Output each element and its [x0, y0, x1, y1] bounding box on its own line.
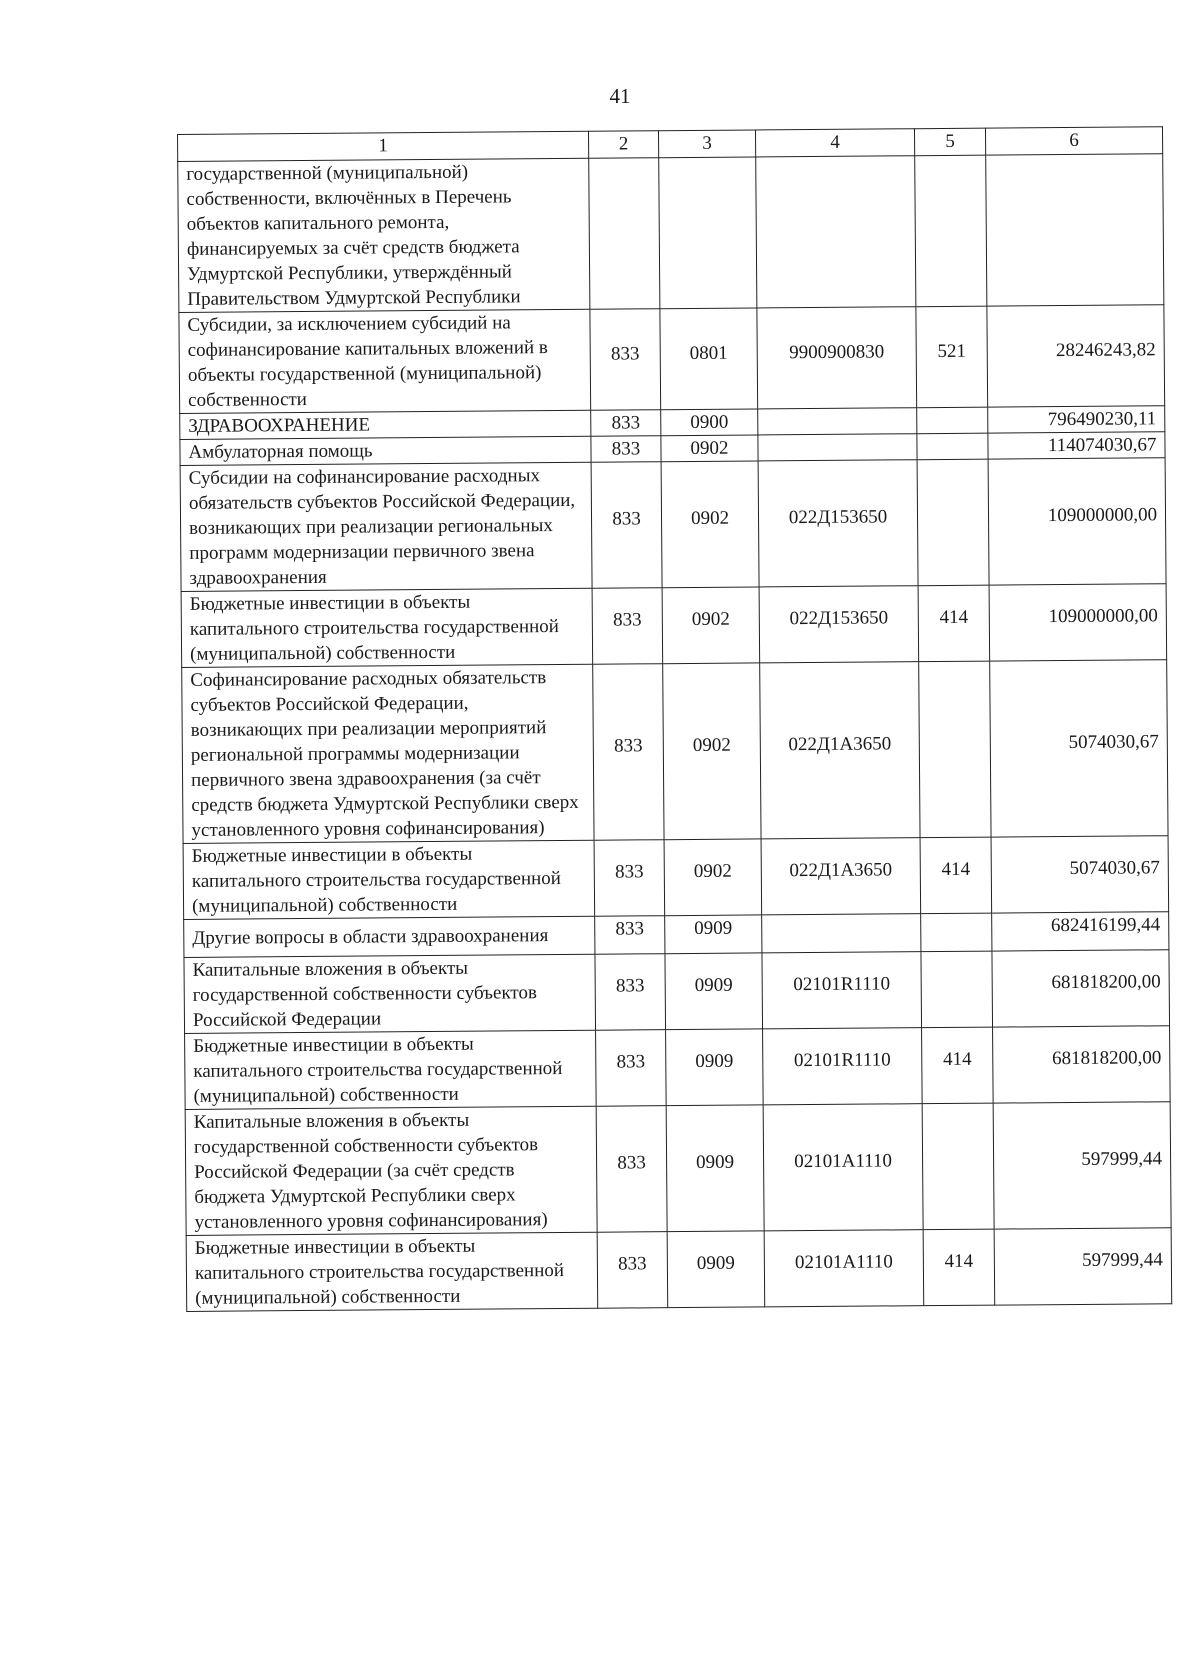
row-ved: 833 — [596, 1030, 667, 1107]
row-vr — [915, 155, 987, 307]
row-ved — [589, 158, 660, 310]
column-header-4: 4 — [755, 129, 914, 157]
row-razdel — [659, 157, 757, 309]
row-razdel: 0902 — [662, 587, 760, 664]
row-name: Субсидии, за исключением субсидий на софинансирование капитальных вложений в объекты государственной (муниципальной) собственности — [179, 309, 591, 413]
row-amount: 28246243,82 — [987, 305, 1165, 407]
row-razdel: 0902 — [664, 839, 762, 916]
row-ved: 833 — [592, 588, 663, 665]
budget-table — [177, 126, 1172, 1312]
row-amount — [986, 154, 1164, 306]
row-csr: 9900900830 — [757, 307, 917, 409]
row-csr: 02101R1110 — [762, 952, 922, 1029]
row-csr: 022Д153650 — [759, 586, 919, 663]
row-csr: 02101А1110 — [763, 1104, 923, 1231]
column-header-6: 6 — [985, 127, 1162, 155]
row-ved: 833 — [590, 309, 661, 411]
row-amount: 796490230,11 — [988, 406, 1165, 433]
table-row — [183, 836, 1169, 920]
row-amount: 597999,44 — [993, 1102, 1171, 1229]
row-amount: 114074030,67 — [988, 432, 1165, 459]
row-ved: 833 — [596, 1106, 667, 1233]
table-row — [185, 1026, 1171, 1110]
row-csr: 022Д1А3650 — [761, 838, 921, 915]
row-name: Капитальные вложения в объекты государственной собственности субъектов Российской Федерации — [184, 954, 596, 1033]
table-row — [182, 660, 1168, 844]
row-amount: 682416199,44 — [992, 912, 1169, 951]
column-header-5: 5 — [914, 128, 985, 156]
row-csr: 02101А1110 — [764, 1230, 924, 1307]
row-vr — [922, 1103, 994, 1230]
row-ved: 833 — [594, 840, 665, 917]
row-name: Другие вопросы в области здравоохранения — [184, 916, 595, 957]
row-vr: 414 — [920, 837, 992, 914]
table-row — [184, 950, 1170, 1034]
row-ved: 833 — [591, 436, 661, 463]
row-amount: 597999,44 — [994, 1228, 1172, 1305]
row-vr: 521 — [916, 306, 988, 408]
row-csr: 022Д1А3650 — [760, 662, 920, 839]
table-row — [178, 154, 1164, 313]
table-row — [179, 305, 1165, 414]
page-number: 41 — [609, 84, 631, 108]
row-razdel: 0902 — [661, 461, 759, 588]
table-row — [181, 584, 1167, 668]
row-csr — [762, 914, 921, 953]
row-ved: 833 — [595, 916, 665, 955]
row-vr — [921, 951, 993, 1028]
row-razdel: 0909 — [667, 1231, 765, 1308]
table-row — [180, 458, 1166, 592]
row-amount: 681818200,00 — [992, 950, 1170, 1027]
row-amount: 109000000,00 — [988, 458, 1166, 585]
row-ved: 833 — [597, 1232, 668, 1309]
row-ved: 833 — [591, 410, 661, 437]
row-name: Бюджетные инвестиции в объекты капитального строительства государственной (муниципальной) собственности — [185, 1030, 597, 1109]
row-razdel: 0801 — [660, 308, 758, 410]
row-name: ЗДРАВООХРАНЕНИЕ — [180, 410, 591, 439]
row-razdel: 0900 — [661, 409, 758, 436]
row-name: Амбулаторная помощь — [180, 436, 591, 465]
row-ved: 833 — [591, 462, 662, 589]
row-vr — [917, 459, 989, 586]
row-ved: 833 — [593, 664, 664, 841]
row-amount: 681818200,00 — [993, 1026, 1171, 1103]
row-amount: 109000000,00 — [989, 584, 1167, 661]
row-razdel: 0909 — [665, 915, 762, 954]
row-razdel: 0902 — [661, 435, 758, 462]
row-csr: 022Д153650 — [758, 460, 918, 587]
row-name: Бюджетные инвестиции в объекты капитального строительства государственной (муниципальной) собственности — [181, 588, 593, 667]
column-header-2: 2 — [588, 131, 658, 159]
row-vr: 414 — [918, 585, 990, 662]
table-row — [185, 1102, 1171, 1236]
row-vr — [917, 433, 988, 460]
row-csr — [756, 156, 916, 308]
table-row — [186, 1228, 1172, 1312]
row-amount: 5074030,67 — [991, 836, 1169, 913]
row-razdel: 0909 — [666, 1029, 764, 1106]
row-razdel: 0909 — [665, 953, 763, 1030]
row-name: Субсидии на софинансирование расходных обязательств субъектов Российской Федерации, возникающих при реализации региональных программ модернизации первичного звена здравоохранения — [180, 462, 592, 591]
row-name: Капитальные вложения в объекты государственной собственности субъектов Российской Федерации (за счёт средств бюджета Удмуртской Республики сверх установленного уровня софинансирования) — [185, 1106, 597, 1235]
row-amount: 5074030,67 — [990, 660, 1168, 837]
row-vr: 414 — [923, 1229, 995, 1306]
row-name: государственной (муниципальной) собственности, включённых в Перечень объектов капитального ремонта, финансируемых за счёт средств бюджета Удмуртской Республики, утверждённый Правительством Удмуртской Республики — [178, 158, 590, 312]
row-name: Бюджетные инвестиции в объекты капитального строительства государственной (муниципальной) собственности — [186, 1232, 598, 1311]
row-name: Бюджетные инвестиции в объекты капитального строительства государственной (муниципальной) собственности — [183, 840, 595, 919]
column-header-1: 1 — [178, 131, 589, 161]
row-csr — [758, 408, 917, 435]
column-header-3: 3 — [658, 130, 755, 158]
row-csr: 02101R1110 — [763, 1028, 923, 1105]
row-csr — [758, 434, 917, 461]
row-vr — [917, 407, 988, 434]
row-name: Софинансирование расходных обязательств субъектов Российской Федерации, возникающих при реализации мероприятий региональной программы модернизации первичного звена здравоохранения (за счёт средств бюджета Удмуртской Республики сверх установленного уровня софинансирования) — [182, 664, 594, 843]
row-vr — [919, 661, 991, 838]
row-razdel: 0902 — [663, 663, 761, 840]
row-vr — [921, 913, 992, 952]
row-ved: 833 — [595, 954, 666, 1031]
row-vr: 414 — [922, 1027, 994, 1104]
row-razdel: 0909 — [666, 1105, 764, 1232]
